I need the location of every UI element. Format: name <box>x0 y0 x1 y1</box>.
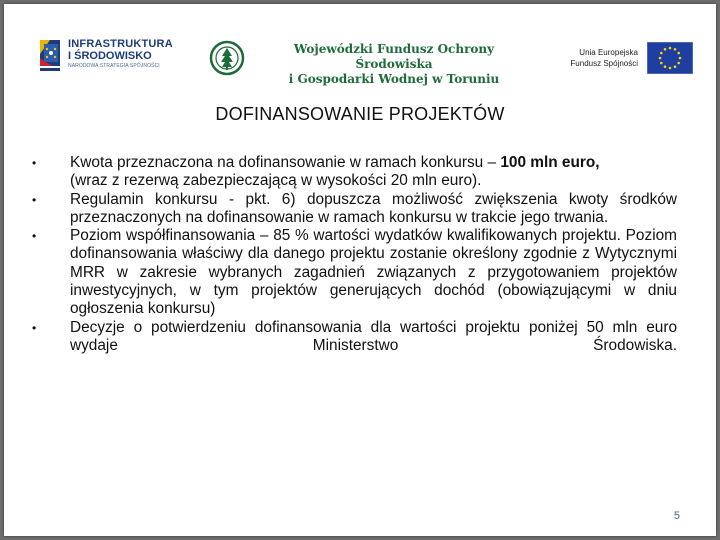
bullet-list <box>22 154 677 355</box>
infra-logo-line3: NARODOWA STRATEGIA SPÓJNOŚCI <box>68 63 160 69</box>
bullet-item-1 <box>22 154 677 191</box>
wf-logo-line1: Wojewódzki Fundusz Ochrony Środowiska <box>293 42 495 71</box>
bullet-4-text: Decyzje o potwierdzeniu dofinansowania dla wartości projektu poniżej 50 mln euro wydaje Ministerstwo Środowiska. <box>70 318 677 354</box>
eu-line1: Unia Europejska <box>579 48 638 57</box>
slide <box>4 4 716 536</box>
eu-line2: Fundusz Spójności <box>570 59 638 68</box>
bullet-3-text: Poziom współfinansowania – 85 % wartości wydatków kwalifikowanych projektu. Poziom dofinansowania właściwy dla danego projektu zostanie określony zgodnie z Wytycznymi MRR w zakresie wybranych zagadnień związanych z przygotowaniem projektów inwestycyjnych, w tym projektów generujących dochód (obowiązującymi w dniu ogłoszenia konkursu) <box>70 227 677 318</box>
infrastruktura-srodowisko-logo <box>38 34 178 80</box>
page-number: 5 <box>673 510 680 522</box>
infra-logo-line1: INFRASTRUKTURA <box>68 38 173 50</box>
bullet-1-bold-amount: 100 mln euro, <box>500 154 600 171</box>
bullet-1-subtext: (wraz z rezerwą zabezpieczającą w wysokości 20 mln euro). <box>70 172 482 190</box>
bullet-2-text: Regulamin konkursu - pkt. 6) dopuszcza możliwość zwiększenia kwoty środków przeznaczonych na dofinansowanie w ramach konkursu w trakcie jego trwania. <box>70 190 677 226</box>
infra-flag-icon <box>38 36 64 76</box>
wfosigw-logo <box>209 40 524 86</box>
bullet-item-3 <box>22 227 677 318</box>
bullet-dot-icon: • <box>32 156 37 170</box>
wfosigw-emblem-icon <box>209 40 245 76</box>
slide-title: DOFINANSOWANIE PROJEKTÓW <box>215 104 505 124</box>
bullet-item-4 <box>22 319 677 356</box>
infra-logo-line2: I ŚRODOWISKO <box>68 50 152 62</box>
bullet-dot-icon: • <box>32 192 37 207</box>
bullet-dot-icon: • <box>32 320 37 335</box>
bullet-dot-icon: • <box>32 229 37 244</box>
bullet-item-2 <box>22 191 677 228</box>
bullet-1-text: Kwota przeznaczona na dofinansowanie w ramach konkursu – <box>70 154 501 171</box>
wf-logo-line2: i Gospodarki Wodnej w Toruniu <box>288 72 500 86</box>
eu-logo <box>552 42 702 76</box>
eu-flag-icon <box>647 42 693 74</box>
